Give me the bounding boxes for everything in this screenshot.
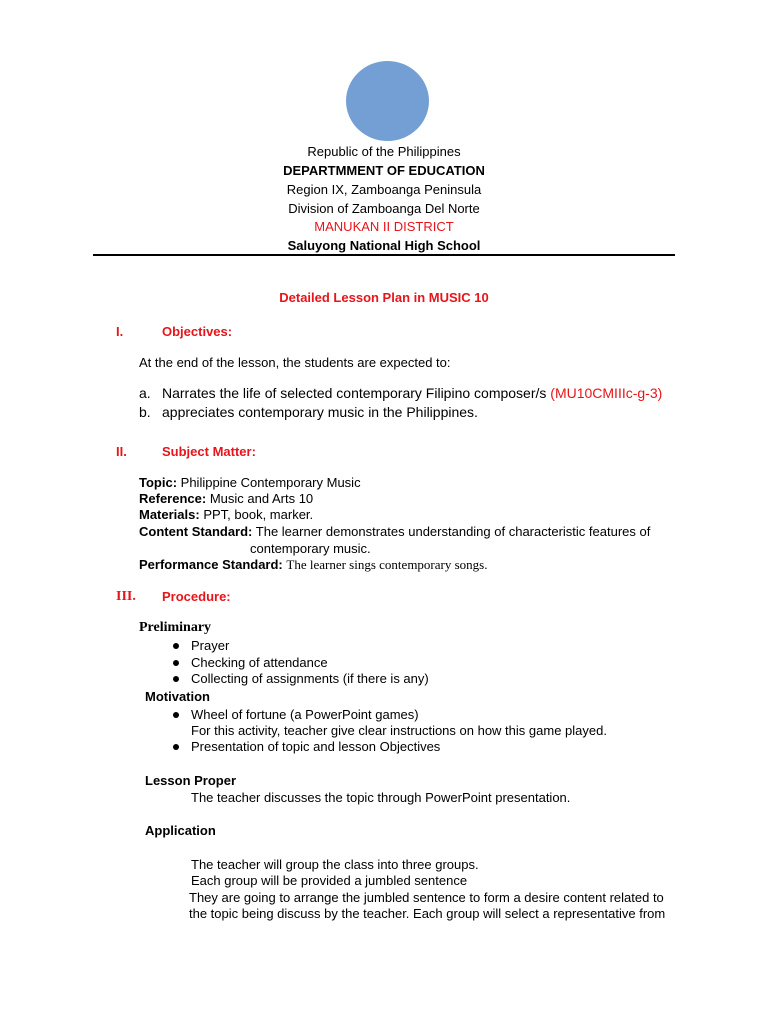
header-school: Saluyong National High School (287, 238, 481, 253)
school-seal-icon (346, 61, 429, 141)
application-line-2: Each group will be provided a jumbled sentence (191, 873, 468, 888)
content-standard-line (139, 524, 650, 539)
application-heading: Application (145, 823, 216, 838)
topic-value: Philippine Contemporary Music (180, 475, 361, 490)
content-standard-label: Content Standard: (139, 524, 253, 539)
subject-matter-numeral: II. (116, 444, 127, 459)
performance-standard-label: Performance Standard: (139, 557, 283, 572)
motivation-item-presentation: Presentation of topic and lesson Objectives (191, 739, 441, 754)
subject-matter-heading: Subject Matter: (162, 444, 256, 459)
bullet-icon (173, 744, 179, 750)
header-divider (93, 254, 675, 256)
preliminary-heading: Preliminary (139, 620, 212, 635)
bullet-icon (173, 643, 179, 649)
bullet-icon (173, 676, 179, 682)
application-line-1: The teacher will group the class into three groups. (191, 857, 479, 872)
objectives-intro: At the end of the lesson, the students are expected to: (139, 355, 451, 370)
application-line-4: the topic being discuss by the teacher. Each group will select a representative from (189, 906, 666, 921)
objective-b-text: appreciates contemporary music in the Philippines. (162, 404, 478, 420)
motivation-heading: Motivation (145, 689, 210, 704)
topic-label: Topic: (139, 475, 178, 490)
objective-a-letter: a. (139, 385, 151, 401)
content-standard-continued: contemporary music. (250, 541, 371, 556)
materials-value: PPT, book, marker. (203, 507, 314, 522)
objectives-heading: Objectives: (162, 324, 233, 339)
preliminary-item-assignments: Collecting of assignments (if there is any) (191, 671, 429, 686)
reference-label: Reference: (139, 491, 207, 506)
motivation-item-wheel: Wheel of fortune (a PowerPoint games) (191, 707, 419, 722)
lesson-proper-text: The teacher discusses the topic through PowerPoint presentation. (191, 790, 571, 805)
header-republic: Republic of the Philippines (307, 144, 461, 159)
procedure-heading: Procedure: (162, 589, 231, 604)
materials-label: Materials: (139, 507, 200, 522)
procedure-numeral: III. (116, 589, 136, 604)
bullet-icon (173, 712, 179, 718)
topic-line (139, 475, 361, 490)
header-region: Region IX, Zamboanga Peninsula (286, 182, 482, 197)
performance-standard-value: The learner sings contemporary songs. (286, 557, 488, 572)
bullet-icon (173, 660, 179, 666)
header-department: DEPARTMMENT OF EDUCATION (283, 163, 485, 178)
content-standard-value: The learner demonstrates understanding of characteristic features of (255, 524, 651, 539)
materials-line (139, 507, 313, 522)
objective-a (162, 385, 662, 401)
performance-standard-line (139, 557, 487, 573)
preliminary-item-prayer: Prayer (191, 638, 230, 653)
objective-a-text: Narrates the life of selected contemporary Filipino composer/s (162, 385, 551, 401)
objective-b-letter: b. (139, 404, 151, 420)
lesson-proper-heading: Lesson Proper (145, 773, 237, 788)
document-title: Detailed Lesson Plan in MUSIC 10 (279, 290, 489, 305)
motivation-item-wheel-note: For this activity, teacher give clear instructions on how this game played. (191, 723, 607, 738)
preliminary-item-attendance: Checking of attendance (191, 655, 328, 670)
reference-line (139, 491, 313, 506)
objectives-numeral: I. (116, 324, 124, 339)
header-division: Division of Zamboanga Del Norte (288, 201, 480, 216)
application-line-3: They are going to arrange the jumbled sentence to form a desire content related to (189, 890, 664, 905)
header-district: MANUKAN II DISTRICT (314, 219, 454, 234)
reference-value: Music and Arts 10 (209, 491, 314, 506)
objective-a-code: (MU10CMIIIc-g-3) (550, 385, 663, 401)
